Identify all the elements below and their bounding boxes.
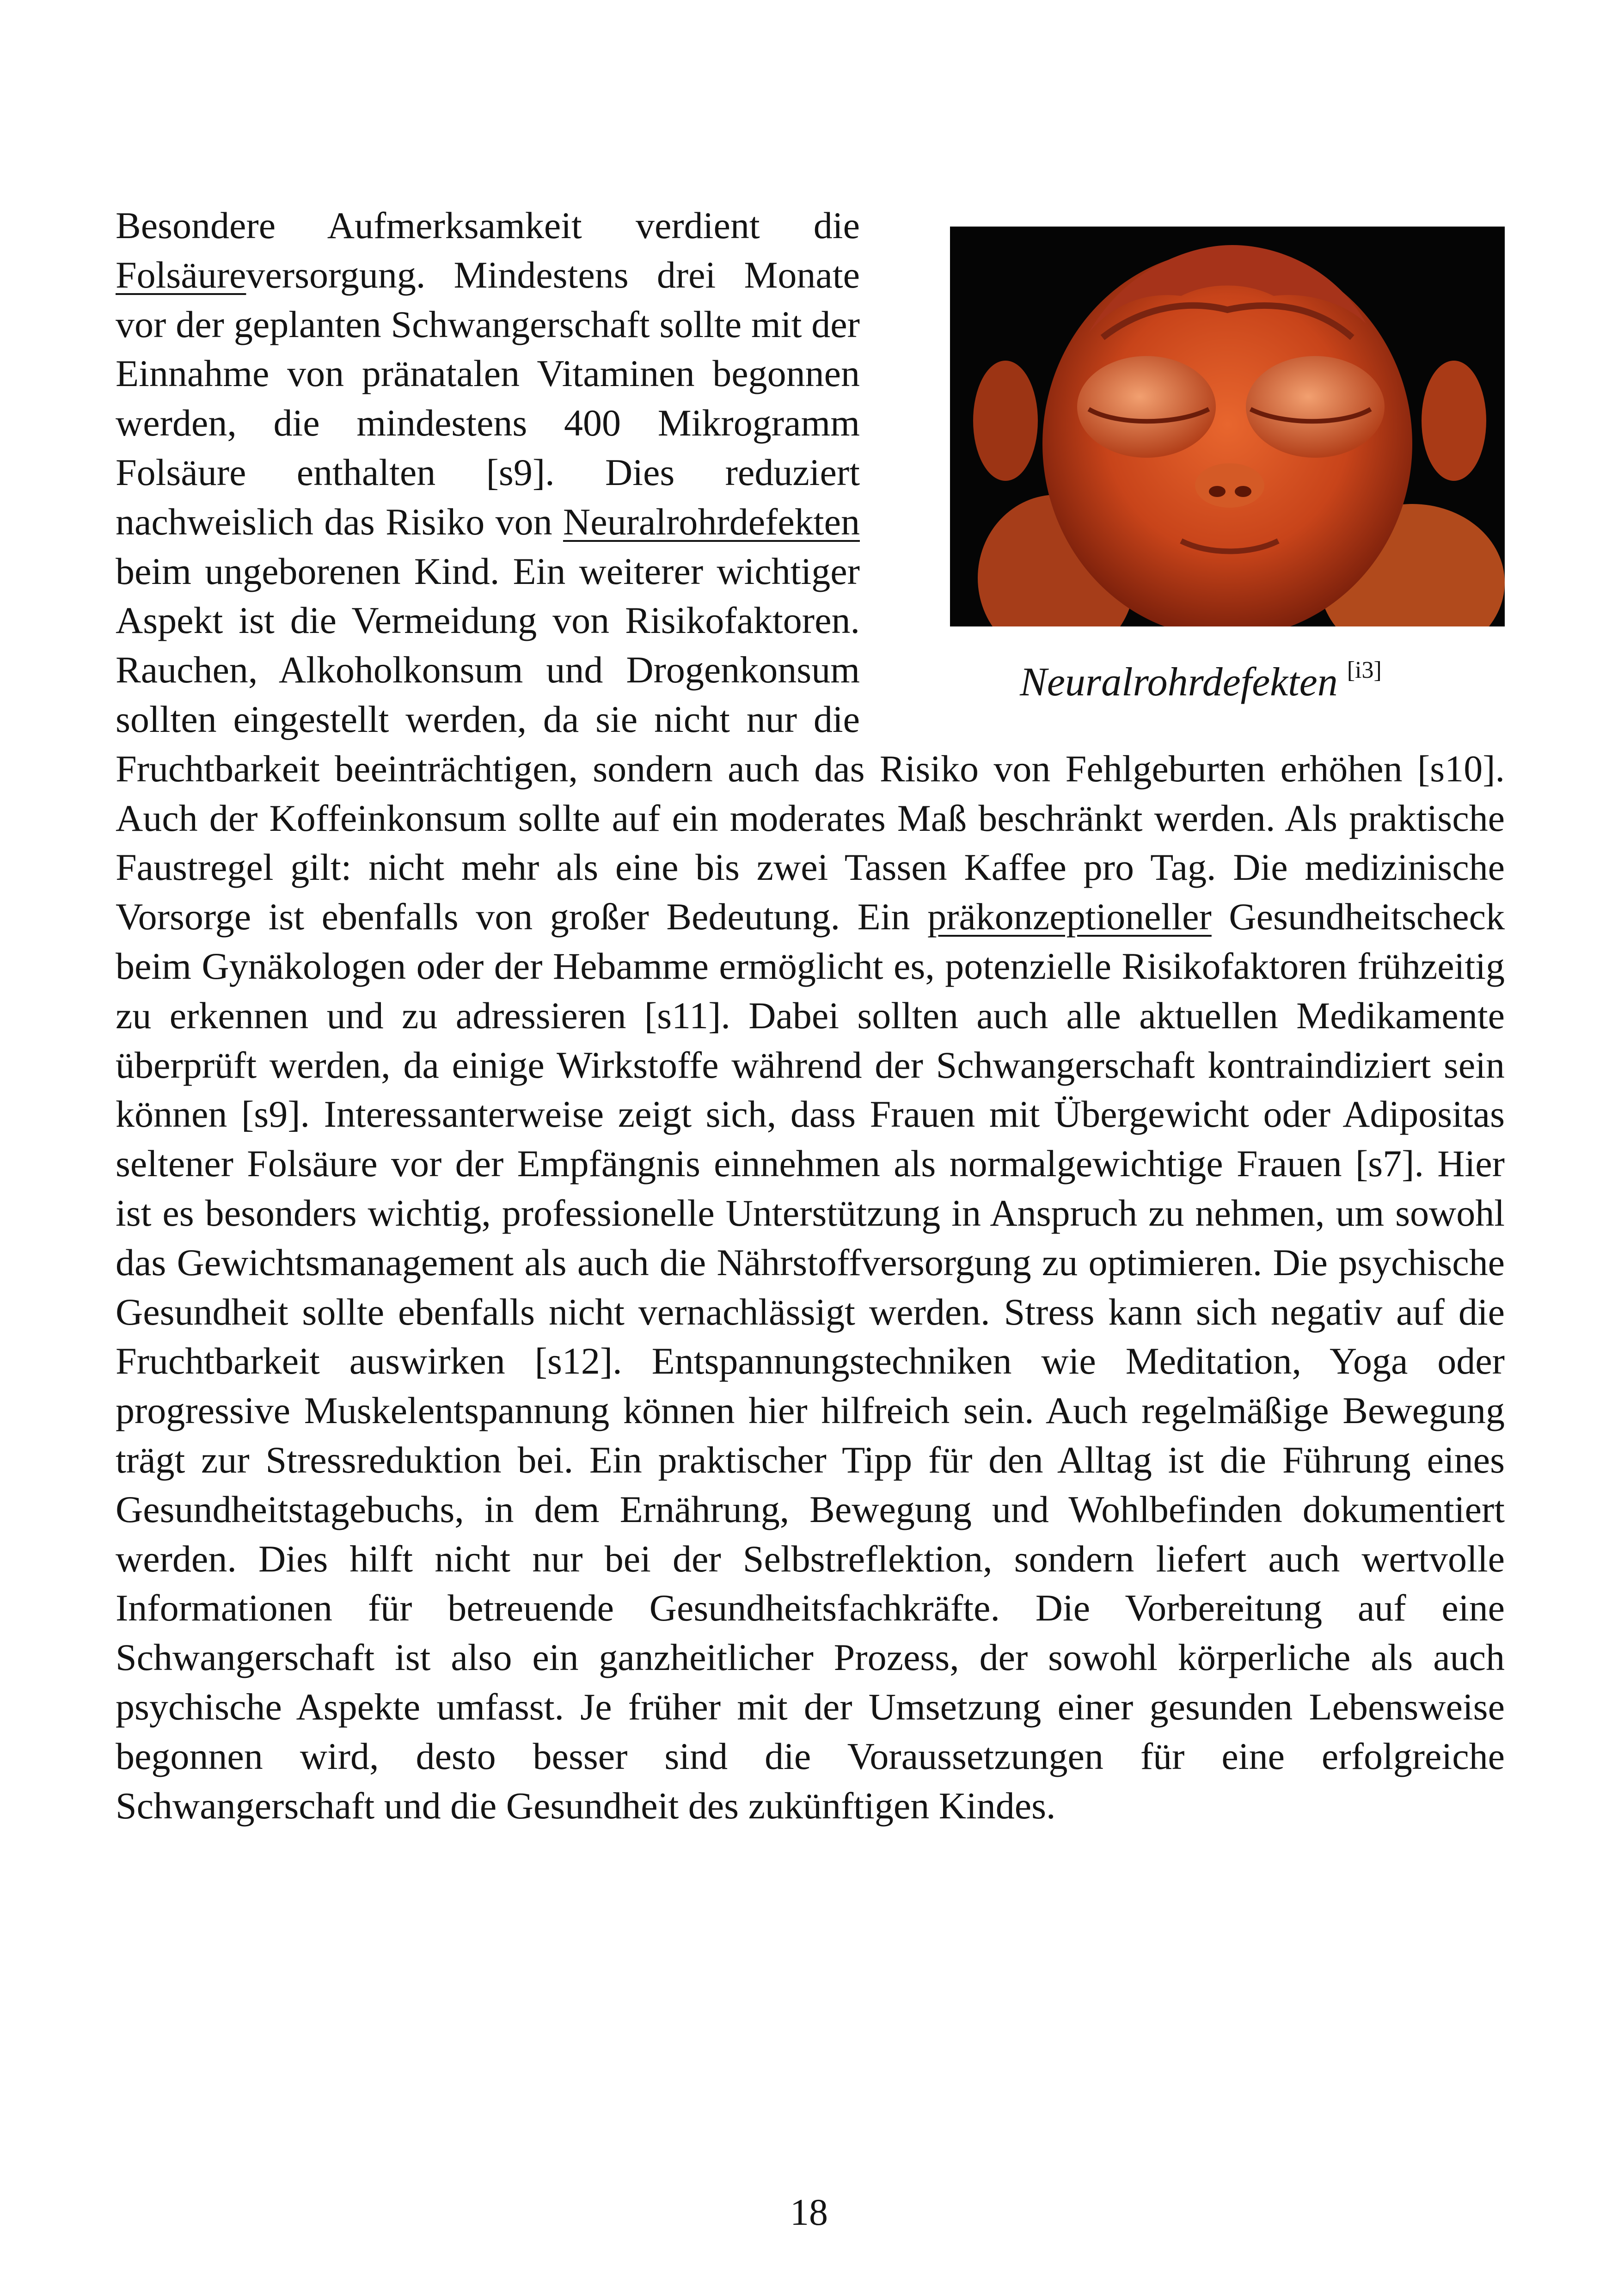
term-link-folsaeure[interactable]: Folsäure [116, 253, 246, 296]
caption-reference: [i3] [1347, 657, 1382, 683]
text-segment: versorgung. Mindestens drei Monate vor der geplanten Schwangerschaft sollte mit der Einnahme von pränatalen Vitaminen begonnen werden, die mindestens 400 Mikrogramm Folsäure enthalten [s9]. Dies reduziert nachweislich das Risiko von [116, 253, 860, 543]
text-segment: Besondere Aufmerksamkeit verdient die [116, 204, 860, 246]
text-segment: Gesundheitscheck beim Gynäkologen oder der Hebamme ermöglicht es, potenzielle Risikofaktoren frühzeitig zu erkennen und zu adressieren [s11]. Dabei sollten auch alle aktuellen Medikamente überprüft werden, da einige Wirkstoffe während der Schwangerschaft kontraindiziert sein können [s9]. Interessanterweise zeigt sich, dass Frauen mit Übergewicht oder Adipositas seltener Folsäure vor der Empfängnis einnehmen als normalgewichtige Frauen [s7]. Hier ist es besonders wichtig, professionelle Unterstützung in Anspruch zu nehmen, um sowohl das Gewichtsmanagement als auch die Nährstoffversorgung zu optimieren. Die psychische Gesundheit sollte ebenfalls nicht vernachlässigt werden. Stress kann sich negativ auf die Fruchtbarkeit auswirken [s12]. Entspannungstechniken wie Meditation, Yoga oder progressive Muskelentspannung können hier hilfreich sein. Auch regelmäßige Bewegung trägt zur Stressreduktion bei. Ein praktischer Tipp für den Alltag ist die Führung eines Gesundheitstagebuchs, in dem Ernährung, Bewegung und Wohlbefinden dokumentiert werden. Dies hilft nicht nur bei der Selbstreflektion, sondern liefert auch wertvolle Informationen für betreuende Gesundheitsfachkräfte. Die Vorbereitung auf eine Schwangerschaft ist also ein ganzheitlicher Prozess, der sowohl körperliche als auch psychische Aspekte umfasst. Je früher mit der Umsetzung einer gesunden Lebensweise begonnen wird, desto besser sind die Voraussetzungen für eine erfolgreiche Schwangerschaft und die Gesundheit des zukünftigen Kindes. [116, 896, 1505, 1827]
fetus-illustration [950, 227, 1505, 626]
fetus-photo [950, 227, 1505, 626]
term-link-neuralrohrdefekten[interactable]: Neuralrohrdefekten [563, 500, 860, 543]
page-number: 18 [790, 2191, 828, 2233]
figure-caption [897, 647, 1505, 706]
caption-text: Neuralrohrdefekten [1020, 660, 1338, 705]
body-text [116, 201, 1505, 1830]
text-segment: beim ungeborenen Kind. Ein weiterer wichtiger Aspekt ist die Vermeidung von Risikofaktoren. Rauchen, Alkoholkonsum und Drogenkonsum sollten eingestellt werden, da sie nicht nur die Fruchtbarkeit beeinträchtigen, sondern auch das Risiko von Fehlgeburten erhöhen [s10]. Auch der Koffeinkonsum sollte auf ein moderates Maß beschränkt werden. Als praktische Faustregel gilt: nicht mehr als eine bis zwei Tassen Kaffee pro Tag. Die medizinische Vorsorge ist ebenfalls von großer Bedeutung. Ein [116, 550, 1505, 938]
figure [897, 201, 1505, 733]
term-link-praekonzeptioneller[interactable]: präkonzeptioneller [927, 896, 1212, 938]
